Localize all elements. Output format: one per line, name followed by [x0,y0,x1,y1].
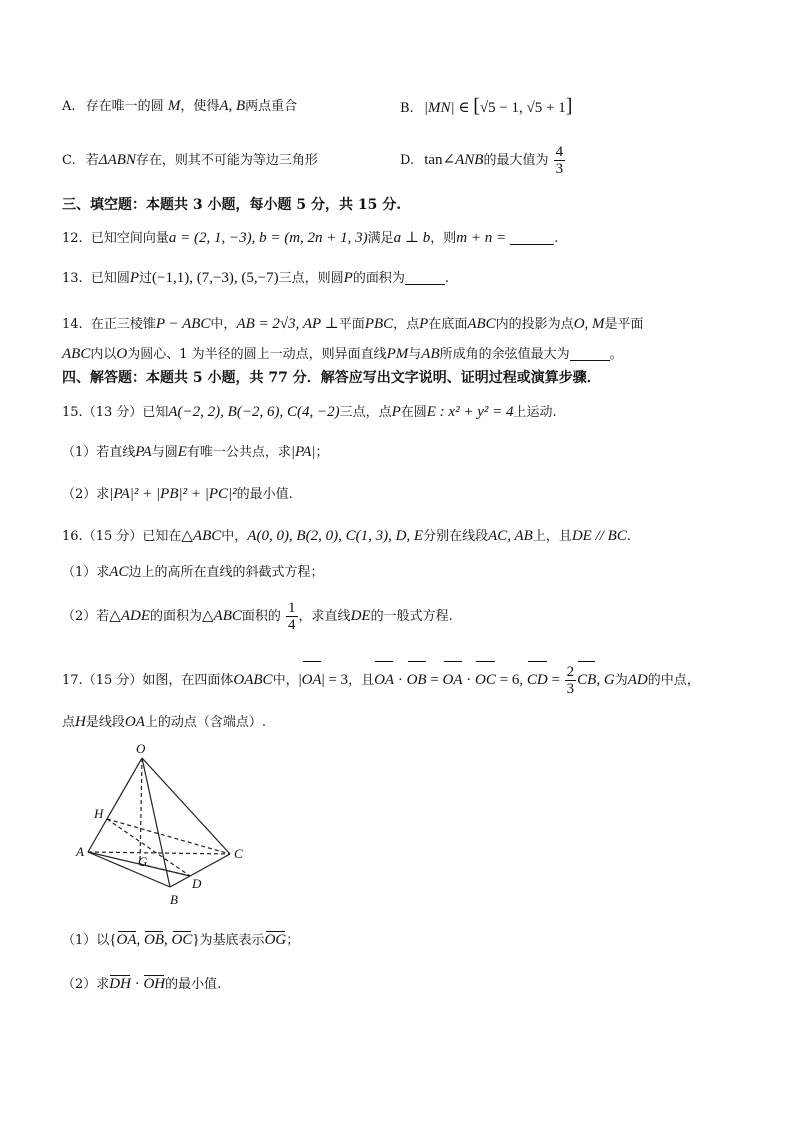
question-14: 14. 在正三棱锥P − ABC中，AB = 2√3, AP ⊥平面PBC，点P在底面ABC内的投影为点O, M是平面 [62,316,644,332]
question-14-line-2: ABC内以O为圆心、1 为半径的圆上一动点，则异面直线PM与AB所成角的余弦值最大为 。 [62,346,623,362]
option-d-label: D. [400,153,415,168]
edge-hc [107,819,230,854]
answer-blank[interactable] [570,346,610,361]
question-15-part-1: （1）若直线PA与圆E有唯一公共点，求|PA|； [62,444,329,460]
two-thirds-fraction: $\frac{2}{3}$ [566,664,575,697]
option-c-label: C. [62,153,76,168]
question-15-part-2: （2）求|PA|² + |PB|² + |PC|²的最小值. [62,486,293,502]
option-b-label: B. [400,101,414,116]
option-d: D. tan∠ANB的最大值为 $\frac{4}{3}$ [400,144,564,177]
edge-og [140,758,142,864]
section-4-heading: 四、解答题：本题共 5 小题，共 77 分．解答应写出文字说明、证明过程或演算步骤． [62,370,601,386]
question-17: 17.（15 分）如图，在四面体OABC中，|OA| = 3，且OA · OB = OA · OC = 6, CD = $\frac{2}{3}$ CB, G为AD的中点， [62,660,700,701]
tetrahedron-figure [74,742,254,912]
label-b: B [170,892,178,907]
edge-ac [88,852,230,854]
option-d-fraction: $\frac{4}{3}$ [555,144,564,177]
question-16-part-2: （2）若△ADE的面积为△ABC面积的 $\frac{1}{4}$ ，求直线DE的一般式方程. [62,600,453,633]
option-a: A. 存在唯一的圆 M，使得A, B两点重合 [62,98,298,114]
label-d: D [192,876,202,891]
label-a: A [76,844,84,859]
option-c: C. 若ΔABN存在，则其不可能为等边三角形 [62,152,318,168]
question-15: 15.（13 分）已知A(−2, 2), B(−2, 6), C(4, −2)三点，点P在圆E : x² + y² = 4上运动. [62,404,557,420]
section-3-heading: 三、填空题：本题共 3 小题，每小题 5 分，共 15 分. [62,197,402,213]
label-g: G [138,854,148,869]
question-13: 13. 已知圆P过(−1,1), (7,−3), (5,−7)三点，则圆P的面积为 . [62,270,449,286]
edge-oc [142,758,230,854]
quarter-fraction: $\frac{1}{4}$ [288,600,296,633]
edge-hd [107,819,190,876]
question-16-part-1: （1）求AC边上的高所在直线的斜截式方程； [62,564,324,580]
question-17-part-2: （2）求DH · OH的最小值. [62,976,222,992]
question-17-part-1: （1）以{OA, OB, OC}为基底表示OG； [62,932,300,948]
question-12: 12. 已知空间向量a = (2, 1, −3), b = (m, 2n + 1, 3)满足a ⊥ b，则m + n = . [62,230,559,246]
label-h: H [94,806,104,821]
answer-blank[interactable] [510,230,554,245]
option-b: B. |MN| ∈ [√5 − 1, √5 + 1] [400,95,573,117]
question-16: 16.（15 分）已知在△ABC中，A(0, 0), B(2, 0), C(1, 3), D, E分别在线段AC, AB上，且DE // BC. [62,528,631,544]
answer-blank[interactable] [405,270,445,285]
question-17-line-2: 点H是线段OA上的动点（含端点）. [62,714,267,730]
label-c: C [234,846,243,861]
option-a-label: A. [62,99,76,114]
label-o: O [136,742,146,756]
edge-oa [88,758,142,852]
edge-ab [88,852,170,887]
